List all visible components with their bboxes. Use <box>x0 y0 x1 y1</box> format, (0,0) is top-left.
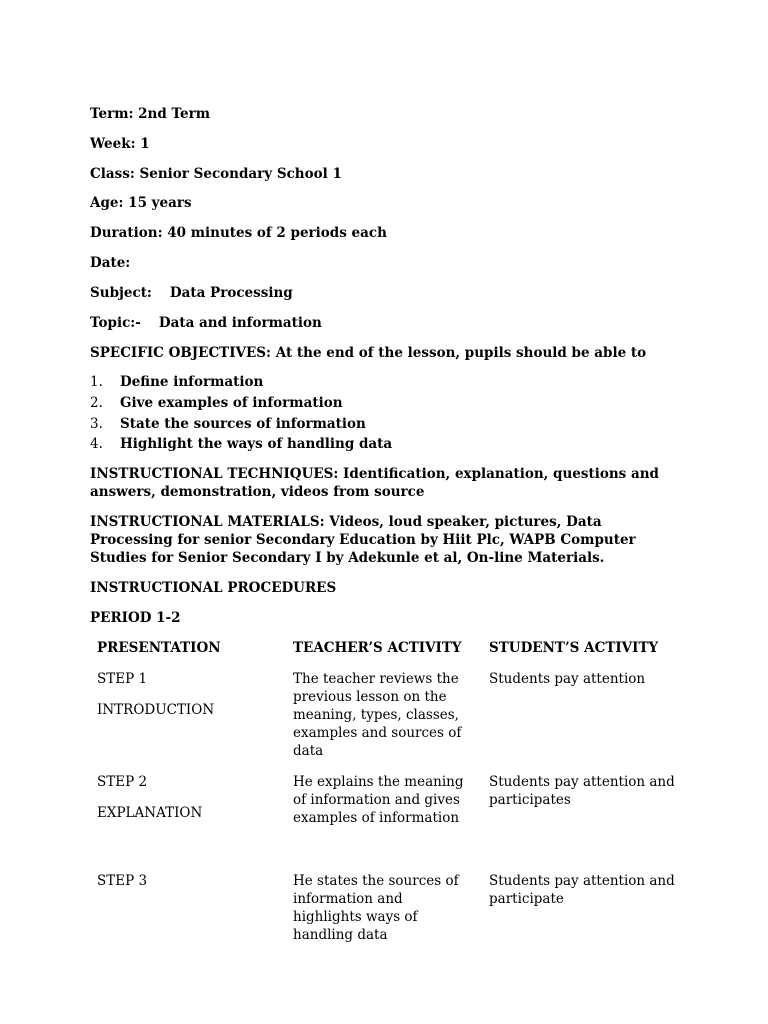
teacher-activity: He states the sources of information and highlights ways of handling data <box>293 873 459 943</box>
teacher-activity: The teacher reviews the previous lesson on the meaning, types, classes, examples and sources of data <box>293 671 462 759</box>
period-heading: PERIOD 1-2 <box>90 610 181 626</box>
list-number: 2. <box>90 394 103 411</box>
week-line: Week: 1 <box>90 136 150 152</box>
step-label: STEP 3 <box>97 873 148 889</box>
student-activity: Students pay attention <box>489 671 646 687</box>
objectives-list <box>90 373 392 456</box>
list-item <box>90 435 392 456</box>
list-text: Define information <box>120 374 264 390</box>
list-text: Highlight the ways of handling data <box>120 436 393 453</box>
list-text: State the sources of information <box>120 415 366 432</box>
procedures-heading: INSTRUCTIONAL PROCEDURES <box>90 580 337 596</box>
instructional-techniques: INSTRUCTIONAL TECHNIQUES: Identification, explanation, questions and answers, demonstration, videos from source <box>90 466 659 500</box>
subject-value: Data Processing <box>169 285 293 301</box>
step-label: STEP 2 <box>97 774 148 790</box>
list-number: 1. <box>90 374 103 390</box>
step-label: STEP 1 <box>97 671 148 687</box>
list-item <box>90 373 392 394</box>
topic-label: Topic:- <box>90 315 141 331</box>
age-line: Age: 15 years <box>90 195 192 211</box>
table-header-teacher: TEACHER’S ACTIVITY <box>293 640 462 656</box>
subject-line <box>90 284 293 302</box>
subject-label: Subject: <box>90 285 152 301</box>
topic-line <box>90 314 322 332</box>
table-header-presentation: PRESENTATION <box>97 640 221 656</box>
list-item <box>90 415 392 436</box>
list-item <box>90 394 392 415</box>
duration-line: Duration: 40 minutes of 2 periods each <box>90 225 387 241</box>
instructional-materials: INSTRUCTIONAL MATERIALS: Videos, loud speaker, pictures, Data Processing for senior Secondary Education by Hiit Plc, WAPB Computer Studies for Senior Secondary I by Adekunle et al, On-line Materials. <box>90 514 636 566</box>
term-line: Term: 2nd Term <box>90 106 210 122</box>
teacher-activity: He explains the meaning of information and gives examples of information <box>293 774 464 826</box>
list-number: 4. <box>90 436 103 453</box>
stage-label: EXPLANATION <box>97 805 203 821</box>
list-number: 3. <box>90 415 103 432</box>
student-activity: Students pay attention and participate <box>489 873 675 907</box>
list-text: Give examples of information <box>120 394 343 411</box>
class-line: Class: Senior Secondary School 1 <box>90 166 342 182</box>
stage-label: INTRODUCTION <box>97 702 215 718</box>
topic-value: Data and information <box>158 315 322 331</box>
objectives-heading: SPECIFIC OBJECTIVES: At the end of the lesson, pupils should be able to <box>90 345 647 361</box>
student-activity: Students pay attention and participates <box>489 774 675 808</box>
table-header-student: STUDENT’S ACTIVITY <box>489 640 659 656</box>
date-line: Date: <box>90 255 131 271</box>
